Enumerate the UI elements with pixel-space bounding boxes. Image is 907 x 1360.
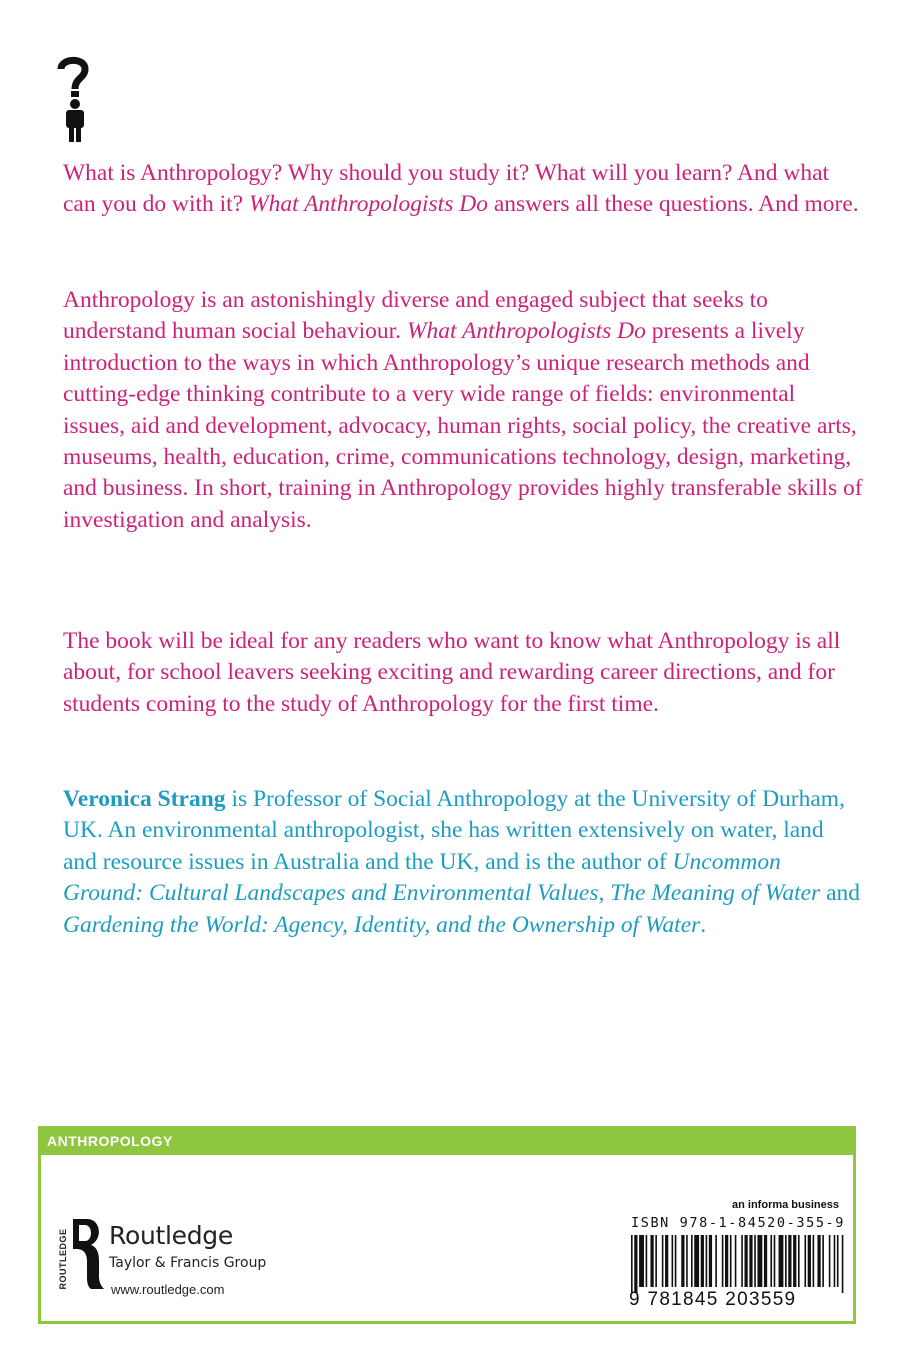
barcode-bar — [735, 1235, 737, 1287]
barcode-bar — [842, 1235, 844, 1293]
author-name: Veronica Strang — [63, 786, 226, 812]
barcode-bar — [813, 1235, 815, 1287]
barcode-bar — [829, 1235, 831, 1287]
isbn-text: ISBN 978-1-84520-355-9 — [631, 1215, 846, 1231]
barcode-bar — [788, 1235, 791, 1287]
barcode-bar — [837, 1235, 839, 1287]
barcode-bar — [749, 1235, 752, 1287]
barcode-bar — [672, 1235, 674, 1287]
publisher-group: Taylor & Francis Group — [109, 1255, 267, 1271]
barcode-bar — [691, 1235, 693, 1287]
barcode-bar — [675, 1235, 677, 1287]
question-mark-person-icon — [56, 56, 90, 142]
barcode-bar — [804, 1235, 806, 1287]
bio-text: . — [700, 911, 707, 938]
publisher-vertical-label — [55, 1229, 71, 1289]
barcode-bar — [639, 1235, 644, 1287]
barcode-bar — [770, 1235, 772, 1287]
barcode-bar — [631, 1235, 633, 1293]
barcode-bar — [655, 1235, 657, 1287]
blurb-paragraph-1 — [63, 158, 863, 221]
book-title: Uncommon Ground: Cultural Landscapes and Environmental Values — [63, 848, 781, 907]
informa-tagline: an informa business — [732, 1199, 839, 1211]
routledge-r-icon — [71, 1217, 105, 1291]
category-label: ANTHROPOLOGY — [47, 1133, 173, 1149]
barcode-bar — [764, 1235, 767, 1287]
bio-text: , — [598, 880, 611, 907]
book-title: The Meaning of Water — [610, 880, 821, 907]
blurb-text: Anthropology is an astonishingly diverse and engaged subject that seeks to understand human social behaviour. — [63, 287, 768, 345]
bio-text: and — [820, 880, 861, 907]
barcode-bar — [808, 1235, 811, 1287]
blurb-text: presents a lively introduction to the ways in which Anthropology’s unique research methods and cutting-edge thinking contribute to a very wide range of fields: environmental issues, aid and development, advocacy, human rights, social policy, the creative arts, museums, health, education, crime, communications technology, design, marketing, and business. In short, training in Anthropology provides highly transferable skills of investigation and analysis. — [63, 318, 863, 533]
barcode-bar — [650, 1235, 653, 1287]
barcode-bar — [694, 1235, 699, 1287]
barcode-bar — [754, 1235, 756, 1287]
barcode-bar — [741, 1235, 743, 1287]
barcode-bar — [779, 1235, 784, 1287]
barcode-icon — [631, 1235, 845, 1293]
publisher-url[interactable]: www.routledge.com — [111, 1282, 225, 1297]
publisher-footer — [38, 1126, 856, 1324]
barcode-bar — [709, 1235, 712, 1287]
barcode-bar — [817, 1235, 820, 1287]
barcode-bar — [662, 1235, 664, 1287]
book-title: What Anthropologists Do — [249, 191, 488, 218]
publisher-name: Routledge — [109, 1221, 233, 1250]
barcode-bar — [730, 1235, 732, 1287]
barcode-bar — [634, 1235, 637, 1293]
bio-text: is Professor of Social Anthropology at the University of Durham, UK. An environmental anthropologist, she has written extensively on water, land and resource issues in Australia and the UK, and is the author of — [63, 786, 845, 875]
barcode-bar — [701, 1235, 704, 1287]
book-title: Gardening the World: Agency, Identity, and the Ownership of Water — [63, 911, 701, 938]
book-title: What Anthropologists Do — [406, 318, 646, 345]
barcode-bar — [744, 1235, 747, 1287]
author-bio — [63, 784, 863, 941]
barcode-bar — [725, 1235, 728, 1287]
barcode-bar — [793, 1235, 796, 1287]
barcode-bar — [686, 1235, 688, 1287]
barcode-bar — [822, 1235, 824, 1287]
blurb-text: answers all these questions. And more. — [487, 191, 859, 218]
barcode-digits: 9 781845 203559 — [629, 1289, 797, 1310]
barcode-bar — [757, 1235, 762, 1287]
blurb-paragraph-2 — [63, 285, 863, 536]
barcode-bar — [665, 1235, 668, 1287]
barcode-bar — [681, 1235, 684, 1287]
barcode-bar — [798, 1235, 800, 1287]
publisher-vertical-text: ROUTLEDGE — [58, 1228, 68, 1290]
barcode-bar — [834, 1235, 836, 1287]
barcode-bar — [774, 1235, 776, 1287]
blurb-text: What is Anthropology? Why should you study it? What will you learn? And what can you do with it? — [63, 160, 830, 218]
blurb-paragraph-3: The book will be ideal for any readers who want to know what Anthropology is all about, for school leavers seeking exciting and rewarding career directions, and for students coming to the study of Anthropology for the first time. — [63, 628, 841, 717]
barcode-bar — [722, 1235, 724, 1287]
barcode-bar — [646, 1235, 648, 1287]
category-bar — [41, 1129, 853, 1155]
barcode-bar — [785, 1235, 787, 1287]
barcode-bar — [706, 1235, 708, 1287]
barcode-bar — [715, 1235, 717, 1287]
